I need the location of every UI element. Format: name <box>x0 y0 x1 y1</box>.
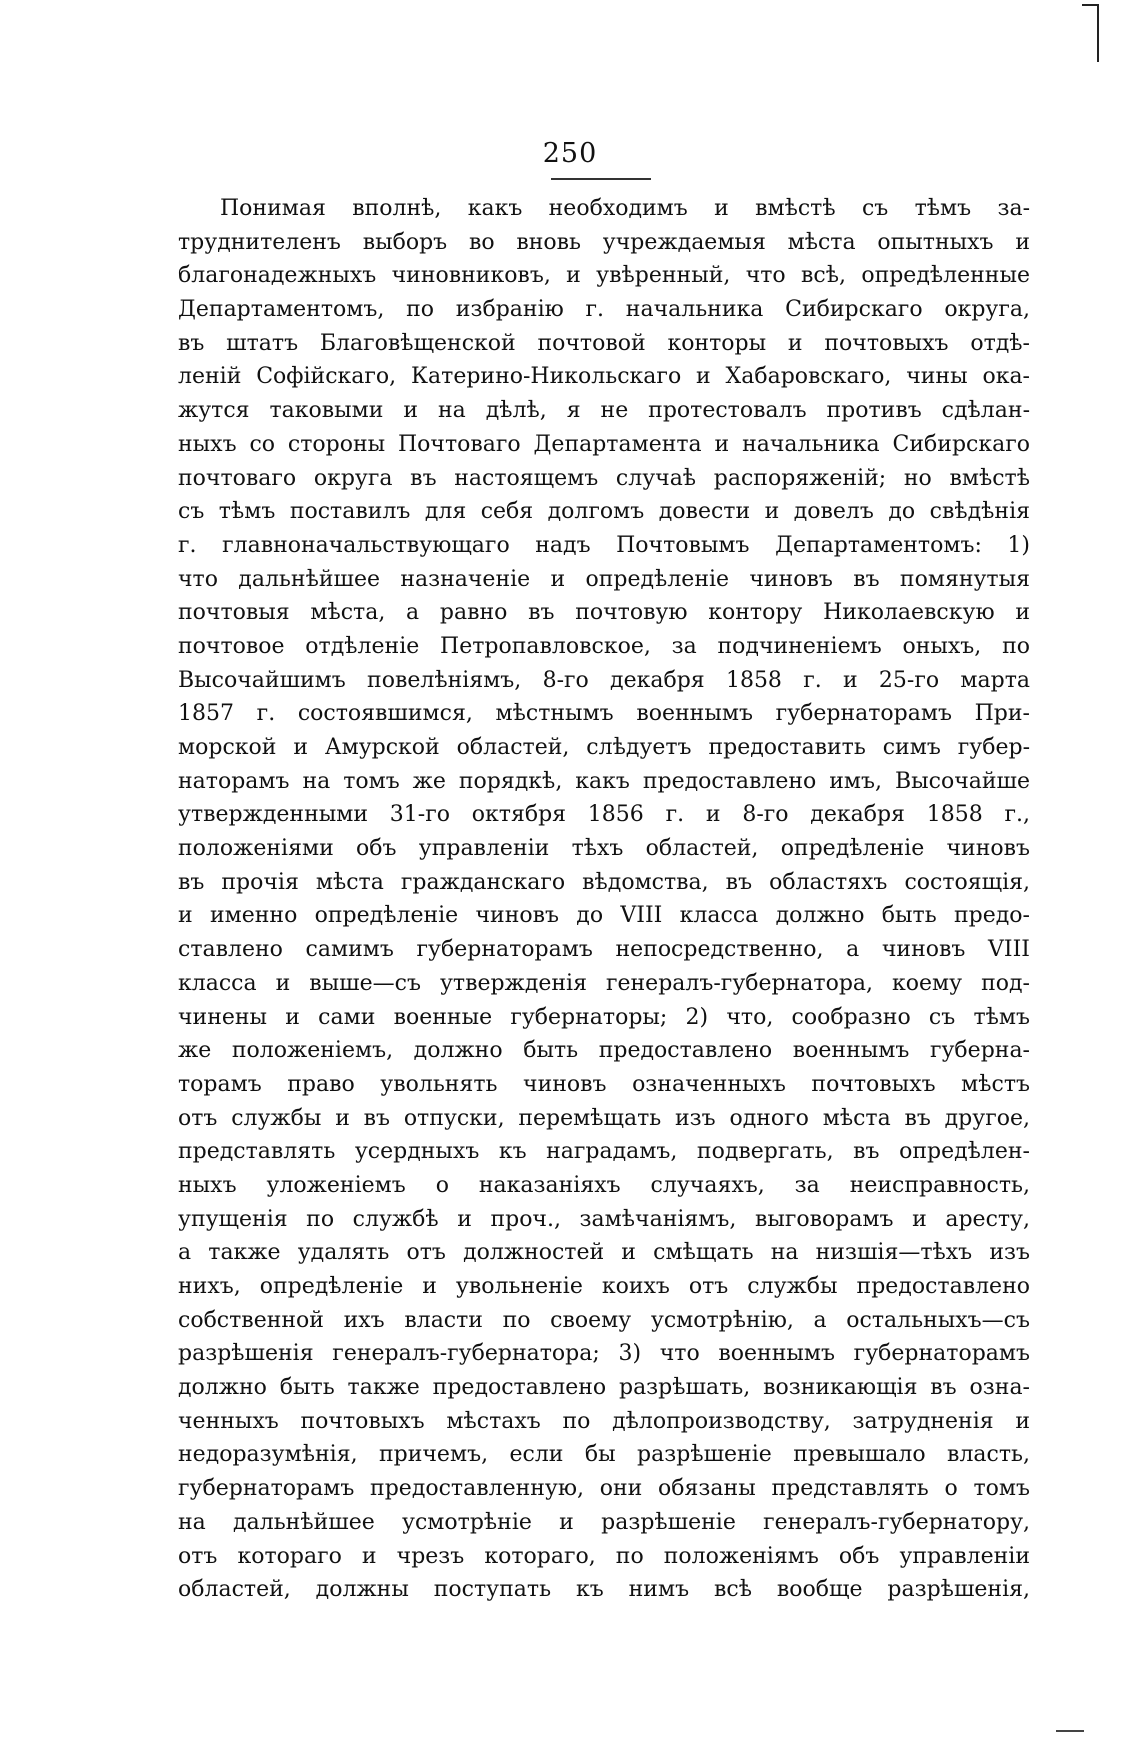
text-line: ныхъ уложеніемъ о наказаніяхъ случаяхъ, за неисправность, <box>178 1172 1030 1198</box>
text-line: класса и выше—съ утвержденія генералъ-губернатора, коему под- <box>178 970 1030 996</box>
page-number-rule <box>551 178 651 180</box>
text-line: губернаторамъ предоставленную, они обязаны представлять о томъ <box>178 1476 1030 1502</box>
page-number: 250 <box>542 138 598 169</box>
text-line: Департаментомъ, по избранію г. начальника Сибирскаго округа, <box>178 297 1030 323</box>
text-line: на дальнѣйшее усмотрѣніе и разрѣшеніе генералъ-губернатору, <box>178 1509 1030 1535</box>
text-line: недоразумѣнія, причемъ, если бы разрѣшеніе превышало власть, <box>178 1442 1030 1468</box>
text-line: съ тѣмъ поставилъ для себя долгомъ довести и довелъ до свѣдѣнія <box>178 499 1030 525</box>
scan-edge-mark <box>1056 1730 1084 1732</box>
body-text <box>178 192 1030 1607</box>
text-line: Понимая вполнѣ, какъ необходимъ и вмѣстѣ съ тѣмъ за- <box>220 196 1030 221</box>
text-line: собственной ихъ власти по своему усмотрѣнію, а остальныхъ—съ <box>178 1307 1030 1333</box>
text-line: въ прочія мѣста гражданскаго вѣдомства, въ областяхъ состоящія, <box>178 869 1030 895</box>
text-line: нихъ, опредѣленіе и увольненіе коихъ отъ службы предоставлено <box>178 1274 1030 1299</box>
text-line: же положеніемъ, должно быть предоставлено военнымъ губерна- <box>178 1038 1030 1064</box>
text-line: почтоваго округа въ настоящемъ случаѣ распоряженій; но вмѣстѣ <box>178 465 1030 491</box>
text-line: торамъ право увольнять чиновъ означенныхъ почтовыхъ мѣстъ <box>178 1071 1030 1097</box>
text-line: леній Софійскаго, Катерино-Никольскаго и Хабаровскаго, чины ока- <box>178 364 1030 390</box>
scan-edge-mark <box>1082 4 1099 6</box>
text-line: упущенія по службѣ и проч., замѣчаніямъ, выговорамъ и аресту, <box>178 1206 1030 1232</box>
text-line: въ штатъ Благовѣщенской почтовой конторы и почтовыхъ отдѣ- <box>178 330 1030 356</box>
text-line: чинены и сами военные губернаторы; 2) что, сообразно съ тѣмъ <box>178 1004 1030 1030</box>
text-line: должно быть также предоставлено разрѣшать, возникающія въ озна- <box>178 1375 1030 1401</box>
text-line: и именно опредѣленіе чиновъ до VIII класса должно быть предо- <box>178 903 1030 929</box>
text-line: областей, должны поступать къ нимъ всѣ вообще разрѣшенія, <box>178 1577 1030 1603</box>
text-line: разрѣшенія генералъ-губернатора; 3) что военнымъ губернаторамъ <box>178 1341 1030 1367</box>
text-line: наторамъ на томъ же порядкѣ, какъ предоставлено имъ, Высочайше <box>178 768 1030 794</box>
text-line: Высочайшимъ повелѣніямъ, 8-го декабря 1858 г. и 25-го марта <box>178 667 1030 693</box>
text-line: а также удалять отъ должностей и смѣщать на низшія—тѣхъ изъ <box>178 1240 1030 1266</box>
text-line: ставлено самимъ губернаторамъ непосредственно, а чиновъ VIII <box>178 937 1030 963</box>
text-line: отъ котораго и чрезъ котораго, по положеніямъ объ управленіи <box>178 1543 1030 1569</box>
text-line: почтовыя мѣста, а равно въ почтовую контору Николаевскую и <box>178 600 1030 626</box>
text-line: почтовое отдѣленіе Петропавловское, за подчиненіемъ оныхъ, по <box>178 633 1030 659</box>
text-line: 1857 г. состоявшимся, мѣстнымъ военнымъ губернаторамъ При- <box>178 701 1030 727</box>
text-line: положеніями объ управленіи тѣхъ областей, опредѣленіе чиновъ <box>178 836 1030 862</box>
text-line: морской и Амурской областей, слѣдуетъ предоставить симъ губер- <box>178 735 1030 760</box>
text-line: ченныхъ почтовыхъ мѣстахъ по дѣлопроизводству, затрудненія и <box>178 1408 1030 1434</box>
text-line: жутся таковыми и на дѣлѣ, я не протестовалъ противъ сдѣлан- <box>178 398 1030 424</box>
text-line: отъ службы и въ отпуски, перемѣщать изъ одного мѣста въ другое, <box>178 1105 1030 1131</box>
text-line: благонадежныхъ чиновниковъ, и увѣренный, что всѣ, опредѣленные <box>178 263 1030 289</box>
text-line: представлять усердныхъ къ наградамъ, подвергать, въ опредѣлен- <box>178 1139 1030 1165</box>
text-line: г. главноначальствующаго надъ Почтовымъ Департаментомъ: 1) <box>178 532 1030 558</box>
scan-edge-mark <box>1097 4 1099 62</box>
text-line: что дальнѣйшее назначеніе и опредѣленіе чиновъ въ помянутыя <box>178 566 1030 592</box>
text-line: ныхъ со стороны Почтоваго Департамента и начальника Сибирскаго <box>178 431 1030 457</box>
text-line: труднителенъ выборъ во вновь учреждаемыя мѣста опытныхъ и <box>178 229 1030 255</box>
text-line: утвержденными 31-го октября 1856 г. и 8-го декабря 1858 г., <box>178 802 1030 828</box>
